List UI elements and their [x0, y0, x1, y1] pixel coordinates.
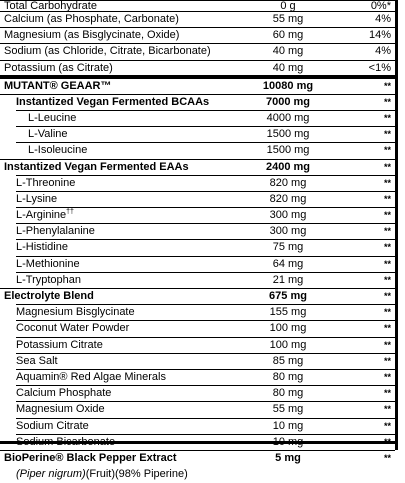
ingredient-dv: ** [383, 307, 391, 318]
ingredient-amount: 820 mg [269, 176, 307, 189]
ingredient-amount: 64 mg [272, 257, 304, 270]
blend-amount: 7000 mg [265, 95, 311, 108]
ingredient-name: L-Threonine [16, 176, 76, 189]
ingredient-name-text: L-Arginine [16, 209, 67, 222]
ingredient-amount: 820 mg [269, 192, 307, 205]
ingredient-row [0, 224, 395, 240]
ingredient-dv: ** [383, 339, 391, 350]
nutrient-dv: <1% [368, 61, 391, 74]
ingredient-dv: ** [383, 177, 391, 188]
ingredient-name: L-Phenylalanine [16, 225, 95, 238]
nutrient-row [0, 44, 395, 60]
ingredient-dv: ** [383, 404, 391, 415]
bottom-rule [0, 441, 395, 444]
blend-name: BioPerine® Black Pepper Extract [4, 451, 177, 464]
ingredient-name: Sodium Citrate [16, 419, 89, 432]
blend-amount: 675 mg [269, 290, 307, 302]
ingredient-dv: ** [383, 355, 391, 366]
ingredient-dv: ** [383, 242, 391, 253]
ingredient-row [0, 257, 395, 273]
ingredient-row [0, 305, 395, 321]
ingredient-dv: ** [383, 129, 391, 140]
ingredient-name: L-Methionine [16, 257, 80, 270]
nutrient-dv: 4% [375, 13, 391, 25]
ingredient-name: L-Valine [28, 128, 68, 141]
nutrient-amount: 0 g [280, 0, 296, 12]
blend-row-electrolyte [0, 289, 395, 305]
ingredient-row [0, 273, 395, 289]
blend-row-eaa [0, 160, 395, 176]
ingredient-amount: 21 mg [272, 273, 304, 286]
nutrient-row [0, 28, 395, 44]
nutrient-name: Total Carbohydrate [4, 0, 97, 12]
ingredient-amount: 10 mg [272, 435, 304, 448]
ingredient-dv: ** [383, 420, 391, 431]
ingredient-name: Magnesium Oxide [16, 403, 105, 416]
ingredient-row [0, 127, 395, 143]
blend-name: MUTANT® GEAAR™ [4, 79, 112, 92]
ingredient-row [0, 143, 395, 159]
bioperine-note-latin: (Piper nigrum) [16, 468, 86, 481]
ingredient-row [0, 354, 395, 370]
ingredient-name: L-Leucine [28, 111, 77, 124]
ingredient-amount: 85 mg [272, 354, 304, 367]
ingredient-dv: ** [383, 193, 391, 204]
blend-dv: ** [383, 96, 391, 107]
ingredient-dv: ** [383, 210, 391, 221]
ingredient-row [0, 419, 395, 435]
ingredient-dv: ** [383, 145, 391, 156]
blend-row-bcaa [0, 95, 395, 111]
ingredient-name: L-Isoleucine [28, 144, 88, 157]
blend-amount: 2400 mg [265, 160, 311, 173]
ingredient-amount: 100 mg [269, 322, 307, 335]
ingredient-amount: 10 mg [272, 419, 304, 432]
ingredient-amount: 100 mg [269, 338, 307, 351]
ingredient-name: Sea Salt [16, 354, 58, 367]
ingredient-amount: 300 mg [269, 225, 307, 238]
nutrient-row [0, 61, 395, 79]
nutrient-name: Calcium (as Phosphate, Carbonate) [4, 13, 179, 25]
ingredient-dv: ** [383, 274, 391, 285]
ingredient-name: Calcium Phosphate [16, 387, 112, 400]
ingredient-name: Coconut Water Powder [16, 322, 130, 335]
ingredient-amount: 155 mg [269, 306, 307, 319]
bioperine-note-rest: (Fruit)(98% Piperine) [85, 468, 188, 481]
ingredient-dv: ** [383, 436, 391, 447]
ingredient-amount: 1500 mg [266, 144, 310, 157]
ingredient-row [0, 321, 395, 337]
nutrient-amount: 40 mg [272, 45, 304, 58]
blend-dv: ** [383, 452, 391, 463]
ingredient-name [16, 208, 74, 223]
bioperine-note-row [0, 467, 395, 483]
ingredient-row [0, 192, 395, 208]
ingredient-amount: 75 mg [272, 241, 304, 254]
blend-row-bioperine [0, 451, 395, 467]
ingredient-row [0, 208, 395, 224]
footnote-marker: †† [66, 208, 74, 216]
nutrient-row [0, 0, 395, 12]
ingredient-dv: ** [383, 226, 391, 237]
ingredient-row [0, 338, 395, 354]
ingredient-name: Magnesium Bisglycinate [16, 306, 135, 319]
ingredient-amount: 80 mg [272, 387, 304, 400]
nutrient-dv: 0%* [370, 0, 391, 12]
ingredient-dv: ** [383, 388, 391, 399]
ingredient-dv: ** [383, 258, 391, 269]
blend-name: Instantized Vegan Fermented BCAAs [16, 95, 210, 108]
ingredient-row [0, 176, 395, 192]
ingredient-amount: 80 mg [272, 370, 304, 383]
ingredient-dv: ** [383, 371, 391, 382]
ingredient-row [0, 111, 395, 127]
blend-row-gear [0, 79, 395, 95]
ingredient-amount: 300 mg [269, 209, 307, 222]
nutrient-amount: 55 mg [272, 13, 304, 25]
blend-dv: ** [383, 80, 391, 91]
nutrient-row [0, 12, 395, 28]
ingredient-row [0, 386, 395, 402]
ingredient-row [0, 240, 395, 256]
ingredient-amount: 55 mg [272, 403, 304, 416]
blend-dv: ** [383, 291, 391, 301]
nutrient-amount: 40 mg [272, 61, 304, 74]
ingredient-amount: 4000 mg [266, 111, 310, 124]
ingredient-dv: ** [383, 112, 391, 123]
blend-dv: ** [383, 161, 391, 172]
ingredient-name: L-Lysine [16, 192, 58, 205]
nutrient-name: Magnesium (as Bisglycinate, Oxide) [4, 29, 180, 42]
ingredient-name: Aquamin® Red Algae Minerals [16, 370, 166, 383]
ingredient-row [0, 402, 395, 418]
nutrient-dv: 4% [375, 45, 391, 58]
ingredient-amount: 1500 mg [266, 128, 310, 141]
ingredient-name: L-Tryptophan [16, 273, 82, 286]
blend-name: Instantized Vegan Fermented EAAs [4, 160, 189, 173]
nutrient-name: Potassium (as Citrate) [4, 61, 113, 74]
bioperine-note [16, 467, 188, 482]
nutrient-name: Sodium (as Chloride, Citrate, Bicarbonate) [4, 45, 211, 58]
ingredient-name: Sodium Bicarbonate [16, 435, 116, 448]
ingredient-row [0, 370, 395, 386]
blend-amount: 5 mg [275, 451, 301, 464]
blend-name: Electrolyte Blend [4, 290, 94, 302]
blend-amount: 10080 mg [262, 79, 314, 92]
nutrient-amount: 60 mg [272, 29, 304, 42]
ingredient-name: Potassium Citrate [16, 338, 103, 351]
nutrient-dv: 14% [368, 29, 391, 42]
ingredient-name: L-Histidine [16, 241, 68, 254]
ingredient-dv: ** [383, 323, 391, 334]
